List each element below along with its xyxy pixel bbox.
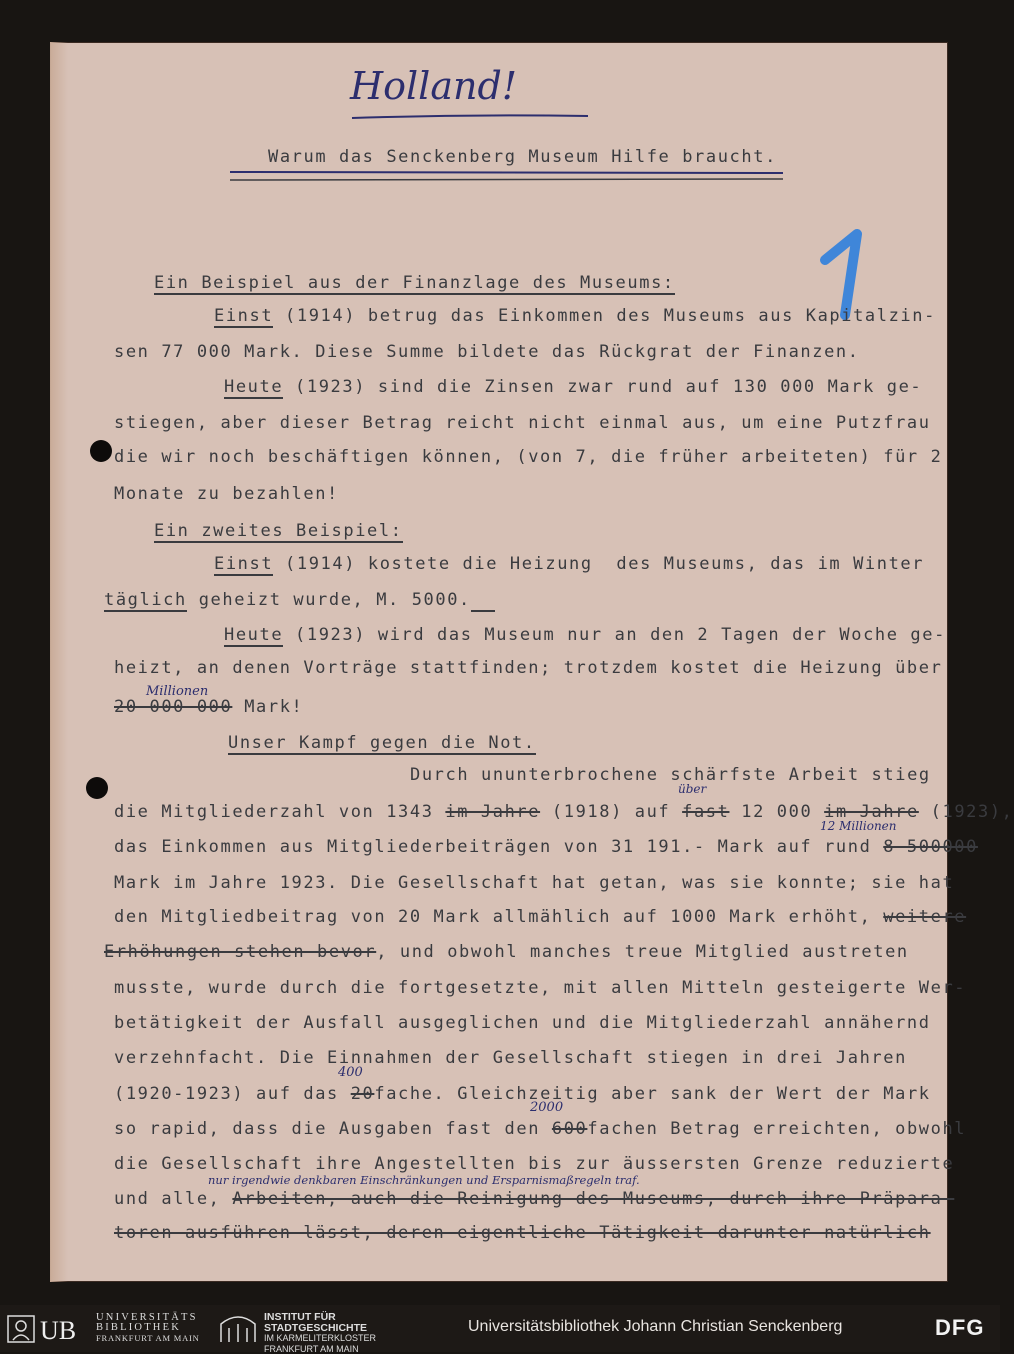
paragraph-line: so rapid, dass die Ausgaben fast den 600fachen Betrag erreichten, obwohl — [114, 1119, 967, 1139]
paragraph-line: Monate zu bezahlen! — [114, 484, 339, 504]
handwritten-insert: 2000 — [530, 1100, 564, 1115]
document-page — [50, 42, 1014, 1282]
paragraph-line: die Mitgliederzahl von 1343 im Jahre (1918) auf fast 12 000 im Jahre (1923), — [114, 802, 1014, 822]
paragraph-line: Heute (1923) wird das Museum nur an den 2 Tagen der Woche ge- — [224, 625, 946, 645]
handwritten-title: Holland! — [350, 64, 518, 108]
paragraph-line: den Mitgliedbeitrag von 20 Mark allmählich auf 1000 Mark erhöht, weitere — [114, 907, 967, 927]
library-name: Universitätsbibliothek Johann Christian Senckenberg — [468, 1318, 843, 1335]
ub-logo-icon — [8, 1314, 94, 1348]
handwritten-insert: Millionen — [146, 684, 209, 699]
paragraph-line: Erhöhungen stehen bevor, und obwohl manches treue Mitglied austreten — [104, 942, 909, 962]
section-heading: Ein zweites Beispiel: — [154, 521, 403, 541]
paragraph-line: das Einkommen aus Mitgliederbeiträgen von 31 191.- Mark auf rund 8 500000 — [114, 837, 978, 857]
handwritten-insert: 12 Millionen — [820, 819, 897, 833]
paragraph-line: musste, wurde durch die fortgesetzte, mit allen Mitteln gesteigerte Wer- — [114, 978, 967, 998]
paragraph-line: die wir noch beschäftigen können, (von 7, die früher arbeiteten) für 2 — [114, 447, 943, 467]
section-heading: Ein Beispiel aus der Finanzlage des Museums: — [154, 273, 675, 293]
handwritten-insert: 400 — [338, 1065, 363, 1080]
paragraph-line: die Gesellschaft ihre Angestellten bis zur äussersten Grenze reduzierte — [114, 1154, 955, 1174]
institute-name: INSTITUT FÜR STADTGESCHICHTE IM KARMELITERKLOSTER FRANKFURT AM MAIN — [264, 1311, 377, 1354]
paragraph-line: Einst (1914) betrug das Einkommen des Museums aus Kapitalzin- — [214, 306, 936, 326]
paragraph-line: und alle, Arbeiten, auch die Reinigung des Museums, durch ihre Präpara- — [114, 1189, 955, 1209]
paragraph-line: 20 000 000 Mark! — [114, 697, 304, 717]
ub-logo-text: UB — [40, 1316, 77, 1345]
paragraph-line: sen 77 000 Mark. Diese Summe bildete das Rückgrat der Finanzen. — [114, 342, 860, 362]
title-underline — [350, 112, 590, 124]
paragraph-line: Einst (1914) kostete die Heizung des Museums, das im Winter — [214, 554, 925, 574]
handwritten-insert: nur irgendwie denkbaren Einschränkungen und Ersparnismaßregeln traf. — [208, 1173, 640, 1187]
paragraph-line: täglich geheizt wurde, M. 5000. — [104, 589, 495, 611]
punch-hole — [90, 440, 112, 462]
paragraph-line: heizt, an denen Vorträge stattfinden; trotzdem kostet die Heizung über — [114, 658, 943, 678]
paragraph-line: verzehnfacht. Die Einnahmen der Gesellschaft stiegen in drei Jahren — [114, 1048, 907, 1068]
institute-logo-icon — [217, 1314, 259, 1348]
paragraph-line: (1920-1923) auf das 20fache. Gleichzeitig aber sank der Wert der Mark — [114, 1084, 931, 1104]
paragraph-line: stiegen, aber dieser Betrag reicht nicht einmal aus, um eine Putzfrau — [114, 413, 931, 433]
paragraph-line: Mark im Jahre 1923. Die Gesellschaft hat getan, was sie konnte; sie hat — [114, 873, 955, 893]
dfg-logo: DFG — [935, 1315, 985, 1340]
section-heading: Unser Kampf gegen die Not. — [228, 733, 536, 753]
punch-hole — [86, 777, 108, 799]
paragraph-line: betätigkeit der Ausfall ausgeglichen und die Mitgliederzahl annähernd — [114, 1013, 931, 1033]
handwritten-insert: über — [678, 782, 707, 796]
typed-title: Warum das Senckenberg Museum Hilfe braucht. — [268, 147, 777, 167]
ub-name: UNIVERSITÄTS BIBLIOTHEK FRANKFURT AM MAIN — [96, 1312, 200, 1343]
paragraph-line: toren ausführen lässt, deren eigentliche Tätigkeit darunter natürlich — [114, 1223, 931, 1243]
footer-bar — [0, 1305, 1000, 1352]
typed-title-underline — [228, 168, 788, 184]
paragraph-line: Durch ununterbrochene schärfste Arbeit stieg — [410, 765, 931, 785]
paragraph-line: Heute (1923) sind die Zinsen zwar rund auf 130 000 Mark ge- — [224, 377, 923, 397]
